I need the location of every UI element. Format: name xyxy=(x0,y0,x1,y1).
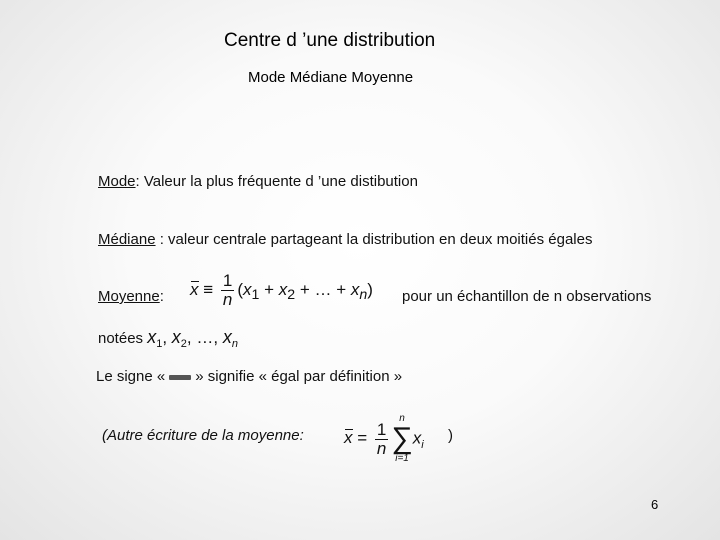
mediane-definition xyxy=(98,231,592,248)
x1-symbol: x xyxy=(243,279,252,299)
moyenne-label xyxy=(98,288,164,305)
autre-close-paren: ) xyxy=(448,427,453,444)
x-bar-symbol: x xyxy=(190,279,199,299)
x-bar-symbol-2: x xyxy=(344,428,353,448)
signe-before: Le signe « xyxy=(96,368,166,385)
autre-ecriture-text: (Autre écriture de la moyenne: xyxy=(102,427,304,444)
signe-line xyxy=(96,368,402,385)
mode-term: Mode xyxy=(98,173,136,190)
fraction-numerator-2: 1 xyxy=(376,419,387,439)
sum-lower-limit: i=1 xyxy=(395,453,409,464)
page-subtitle: Mode Médiane Moyenne xyxy=(248,69,414,86)
page-title: Centre d ’une distribution xyxy=(224,30,436,51)
moyenne-suffix: pour un échantillon de n observations xyxy=(402,288,652,305)
notees-prefix: notées xyxy=(98,330,148,347)
page-number: 6 xyxy=(651,497,659,512)
xn-symbol: x xyxy=(350,279,360,299)
xn-subscript: n xyxy=(359,287,368,304)
open-paren: ( xyxy=(237,279,244,299)
mediane-term: Médiane xyxy=(98,231,156,248)
fraction-numerator: 1 xyxy=(222,271,233,290)
notees-subn: n xyxy=(231,338,238,350)
fraction-one-over-n xyxy=(221,272,234,309)
equals-symbol: = xyxy=(357,428,368,448)
moyenne-colon: : xyxy=(159,288,164,305)
mediane-text: : valeur centrale partageant la distribution en deux moitiés égales xyxy=(155,231,593,248)
def-equals-symbol: ≡ xyxy=(203,279,214,299)
close-paren: ) xyxy=(367,279,373,299)
plus-sign: + xyxy=(259,279,279,299)
mode-text: : Valeur la plus fréquente d ’une distibution xyxy=(135,173,418,190)
fraction-denominator-2: n xyxy=(376,438,387,458)
moyenne-formula xyxy=(190,272,373,309)
notees-sub1: 1 xyxy=(156,338,163,350)
x2-symbol: x xyxy=(278,279,288,299)
notees-sub2: 2 xyxy=(180,338,187,350)
definition-equals-icon xyxy=(169,375,191,380)
plus-ellipsis: + … + xyxy=(295,279,351,299)
signe-after: » signifie « égal par définition » xyxy=(195,368,403,385)
summation xyxy=(391,414,412,464)
notees-sep1: , xyxy=(162,328,172,347)
notees-x2: x xyxy=(171,327,181,347)
xi-subscript: i xyxy=(421,438,424,451)
notees-xn: x xyxy=(222,327,232,347)
sigma-symbol: ∑ xyxy=(391,422,413,455)
x1-subscript: 1 xyxy=(251,287,260,304)
x2-subscript: 2 xyxy=(287,287,296,304)
xi-symbol: x xyxy=(412,428,422,448)
notees-sep2: , …, xyxy=(186,328,223,347)
autre-formula xyxy=(344,414,424,464)
fraction-denominator: n xyxy=(222,289,233,309)
sum-upper-limit: n xyxy=(399,413,405,424)
notees-x1: x xyxy=(147,327,157,347)
moyenne-term: Moyenne xyxy=(98,288,160,305)
mode-definition xyxy=(98,173,418,190)
notees-line xyxy=(98,327,238,350)
fraction-one-over-n-2 xyxy=(375,421,388,458)
